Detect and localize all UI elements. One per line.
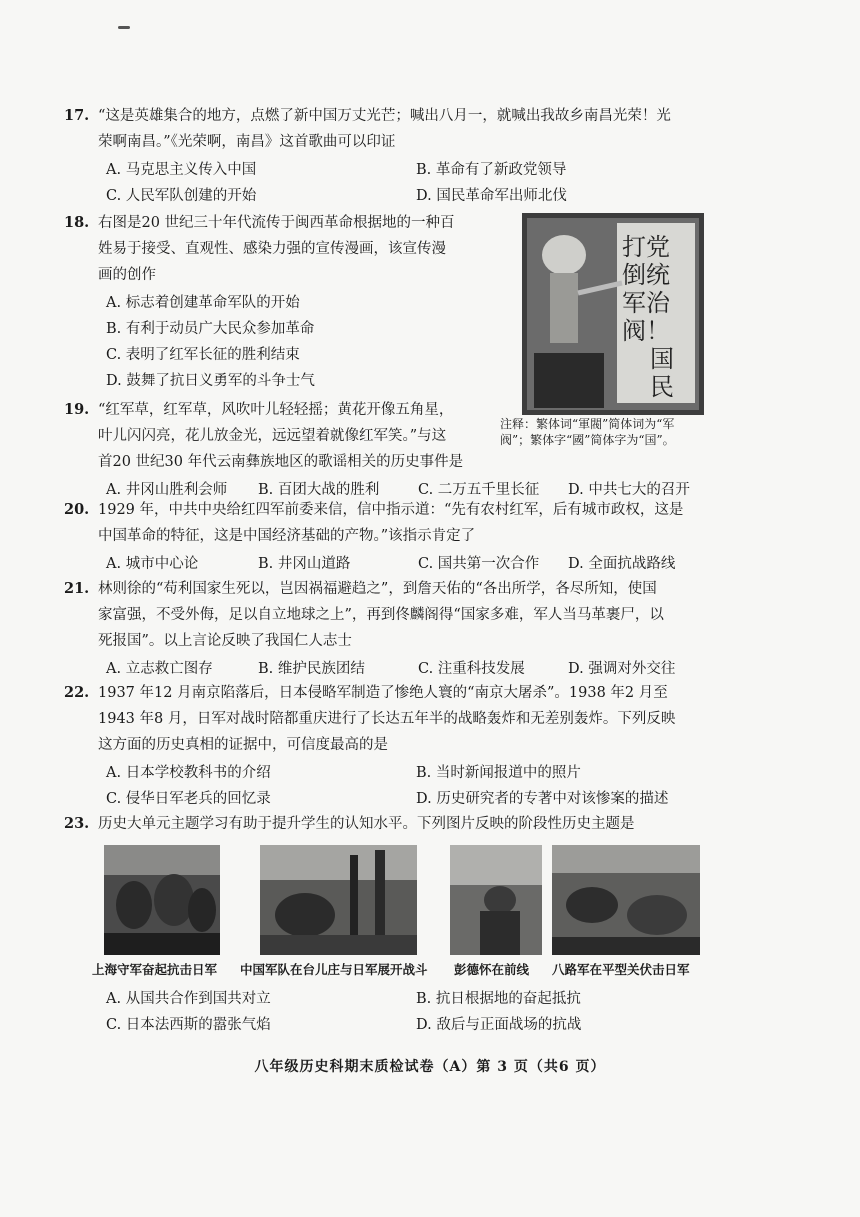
poster-text: 打党 [622,233,670,261]
stem-line: “这是英雄集合的地方，点燃了新中国万丈光芒；喊出八月一，就喊出我故乡南昌光荣！光 [98,108,671,124]
stem-line: 1937 年12 月南京陷落后，日本侵略军制造了惨绝人寰的“南京大屠杀”。1938 年2 月至 [98,685,668,701]
poster-text: 军治 [622,289,670,317]
question-stem [98,680,744,758]
options [106,654,744,682]
question-number: 22. [64,684,90,701]
option-d[interactable]: D. 全面抗战路线 [568,556,676,572]
question-stem [98,397,504,475]
question-18 [64,210,504,398]
caption-3: 彭德怀在前线 [454,962,530,977]
stem-line: 这方面的历史真相的证据中，可信度最高的是 [98,737,388,753]
question-20 [64,497,744,577]
question-stem [98,210,504,288]
stem-line: 1943 年8 月，日军对战时陪都重庆进行了长达五年半的战略轰炸和无差别轰炸。下列反映 [98,711,676,727]
option-b[interactable]: B. 有利于动员广大民众参加革命 [106,321,315,337]
option-c[interactable]: C. 日本法西斯的嚣张气焰 [106,1017,271,1033]
option-c[interactable]: C. 国共第一次合作 [418,556,540,572]
photo-shanghai-defense [104,845,220,955]
question-23 [64,811,744,837]
poster-note [500,416,732,448]
option-d[interactable]: D. 敌后与正面战场的抗战 [416,1017,582,1033]
question-21 [64,576,744,682]
photo-peng-dehuai [450,845,542,955]
question-number: 21. [64,580,90,597]
option-a[interactable]: A. 井冈山胜利会师 [106,482,228,498]
option-d[interactable]: D. 历史研究者的专著中对该惨案的描述 [416,791,669,807]
question-number: 17. [64,107,90,124]
stem-line: 画的创作 [98,267,156,283]
question-17 [64,103,744,211]
option-c[interactable]: C. 二万五千里长征 [418,482,540,498]
option-a[interactable]: A. 标志着创建革命军队的开始 [106,295,300,311]
stem-line: 右图是20 世纪三十年代流传于闽西革命根据地的一种百 [98,215,455,231]
question-23-options [64,984,744,1040]
option-d[interactable]: D. 国民革命军出师北伐 [416,188,567,204]
options [106,288,504,398]
page-footer: 八年级历史科期末质检试卷（A）第 3 页（共6 页） [254,1059,606,1075]
option-a[interactable]: A. 从国共合作到国共对立 [106,991,271,1007]
stem-line: 历史大单元主题学习有助于提升学生的认知水平。下列图片反映的阶段性历史主题是 [98,816,635,832]
stem-line: “红军草，红军草，风吹叶儿轻轻摇；黄花开像五角星， [98,402,454,418]
poster-text: 倒统 [622,261,670,289]
note-line: 阀”；繁体字“國”简体字为“国”。 [500,433,675,447]
option-c[interactable]: C. 表明了红军长征的胜利结束 [106,347,300,363]
question-number: 23. [64,815,90,832]
stem-line: 首20 世纪30 年代云南彝族地区的歌谣相关的历史事件是 [98,454,464,470]
stem-line: 死报国”。以上言论反映了我国仁人志士 [98,633,352,649]
question-number: 20. [64,501,90,518]
question-stem [98,497,744,549]
question-number: 19. [64,401,90,418]
note-line: 注释：繁体词“軍閥”简体词为“军 [500,417,675,431]
option-a[interactable]: A. 日本学校教科书的介绍 [106,765,271,781]
photo-pingxingguan-ambush [552,845,700,955]
option-b[interactable]: B. 百团大战的胜利 [258,482,380,498]
stem-line: 叶儿闪闪亮，花儿放金光，远远望着就像红军笑。”与这 [98,428,447,444]
option-b[interactable]: B. 井冈山道路 [258,556,351,572]
question-22 [64,680,744,814]
option-c[interactable]: C. 侵华日军老兵的回忆录 [106,791,271,807]
option-d[interactable]: D. 强调对外交往 [568,661,676,677]
option-a[interactable]: A. 城市中心论 [106,556,199,572]
option-a[interactable]: A. 立志救亡图存 [106,661,213,677]
option-b[interactable]: B. 抗日根据地的奋起抵抗 [416,991,581,1007]
poster-text: 阀！ [622,317,670,345]
poster-text: 国 [650,345,674,373]
stem-line: 荣啊南昌。”《光荣啊，南昌》这首歌曲可以印证 [98,134,396,150]
stem-line: 姓易于接受、直观性、感染力强的宣传漫画，该宣传漫 [98,241,446,257]
propaganda-poster-image [522,213,704,415]
question-stem [98,811,744,837]
option-a[interactable]: A. 马克思主义传入中国 [106,162,257,178]
caption-1: 上海守军奋起抗击日军 [92,962,218,977]
options [106,758,744,814]
poster-text: 民 [650,373,674,401]
question-number: 18. [64,214,90,231]
stem-line: 中国革命的特征，这是中国经济基础的产物。”该指示肯定了 [98,528,476,544]
stem-line: 林则徐的“苟利国家生死以，岂因祸福避趋之”，到詹天佑的“各出所学，各尽所知，使国 [98,581,657,597]
option-d[interactable]: D. 中共七大的召开 [568,482,690,498]
options [106,549,744,577]
photo-taierzhuang-battle [260,845,417,955]
question-stem [98,103,744,155]
stem-line: 1929 年，中共中央给红四军前委来信，信中指示道：“先有农村红军，后有城市政权，这是 [98,502,684,518]
scan-mark [118,26,130,29]
option-b[interactable]: B. 当时新闻报道中的照片 [416,765,581,781]
options [106,155,744,211]
option-c[interactable]: C. 人民军队创建的开始 [106,188,257,204]
caption-2: 中国军队在台儿庄与日军展开战斗 [240,962,428,977]
options [106,984,744,1040]
question-stem [98,576,744,654]
stem-line: 家富强，不受外侮，足以自立地球之上”，再到佟麟阁得“国家多难，军人当马革裹尸，以 [98,607,664,623]
caption-4: 八路军在平型关伏击日军 [552,962,690,977]
option-c[interactable]: C. 注重科技发展 [418,661,525,677]
option-b[interactable]: B. 革命有了新政党领导 [416,162,567,178]
option-b[interactable]: B. 维护民族团结 [258,661,365,677]
option-d[interactable]: D. 鼓舞了抗日义勇军的斗争士气 [106,373,315,389]
